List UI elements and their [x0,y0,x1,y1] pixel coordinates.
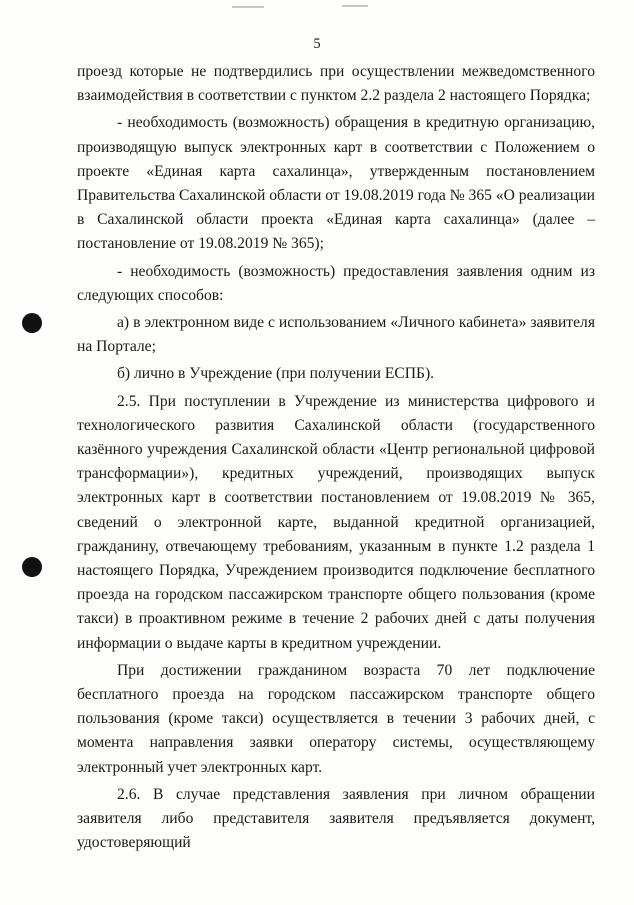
paragraph-credit-organization: - необходимость (возможность) обращения в кредитную организацию, производящую выпуск электронных карт в соответствии с Положением о проекте «Единая карта сахалинца», утвержденным постановлением Правительства Сахалинской области от 19.08.2019 года № 365 «О реализации в Сахалинской области проекта «Единая карта сахалинца» (далее – постановление от 19.08.2019 № 365); [77,114,595,253]
scan-artifact-left [232,6,264,8]
paragraph-age-70: При достижении гражданином возраста 70 лет подключение бесплатного проезда на городском пассажирском транспорте общего пользования (кроме такси) осуществляется в течении 3 рабочих дней, с момента направления заявки оператору системы, осуществляющему электронный учет электронных карт. [77,661,595,776]
paragraph-section-2-5: 2.5. При поступлении в Учреждение из министерства цифрового и технологического развития Сахалинской области (государственного казённого учреждения Сахалинской области «Центр региональной цифровой трансформации»), кредитных учреждений, производящих выпуск электронных карт в соответствии постановлением от 19.08.2019 № 365, сведений о электронной карте, выданной кредитной организацией, гражданину, отвечающему требованиям, указанным в пункте 1.2 раздела 1 настоящего Порядка, Учреждением производится подключение бесплатного проезда на городском пассажирском транспорте общего пользования (кроме такси) в проактивном режиме в течение 2 рабочих дней с даты получения информации о выдаче карты в кредитном учреждении. [77,392,595,652]
paragraph-submission-methods: - необходимость (возможность) предоставления заявления одним из следующих способов: [77,262,595,304]
binder-hole-top [22,313,42,333]
body-text [77,60,595,856]
list-item-electronic: а) в электронном виде с использованием «Личного кабинета» заявителя на Портале; [77,314,595,356]
binder-hole-bottom [22,557,42,577]
paragraph-section-2-6: 2.6. В случае представления заявления при личном обращении заявителя либо представителя заявителя предъявляется документ, удостоверяющий [77,785,595,852]
list-item-in-person: б) лично в Учреждение (при получении ЕСПБ). [117,365,435,383]
paragraph-continuation: проезд которые не подтвердились при осуществлении межведомственного взаимодействия в соответствии с пунктом 2.2 раздела 2 настоящего Порядка; [77,63,595,105]
scan-artifact-right [342,5,368,7]
page-number: 5 [313,36,321,52]
